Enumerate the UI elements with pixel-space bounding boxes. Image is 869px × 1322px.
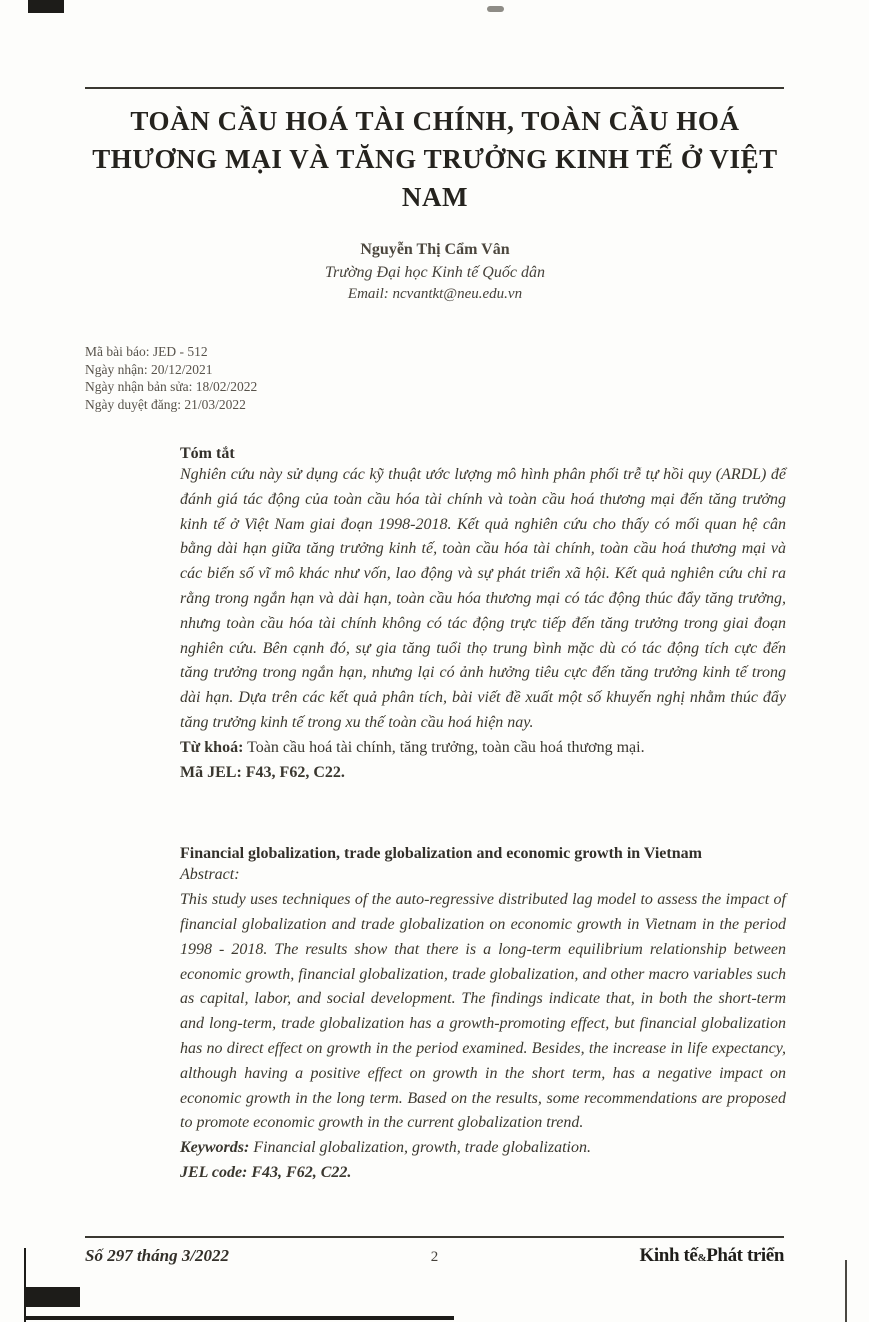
date-received: Ngày nhận: 20/12/2021 bbox=[85, 361, 213, 377]
page-footer bbox=[85, 1236, 784, 1267]
en-abstract-heading: Abstract: bbox=[180, 866, 240, 884]
footer-row bbox=[85, 1245, 784, 1267]
author-affiliation: Trường Đại học Kinh tế Quốc dân bbox=[325, 264, 545, 281]
article-code: Mã bài báo: JED - 512 bbox=[85, 344, 208, 359]
scan-artifact-left-edge bbox=[24, 1248, 26, 1322]
vn-jel-line: Mã JEL: F43, F62, C22. bbox=[180, 763, 345, 781]
en-keywords-label: Keywords: bbox=[180, 1139, 250, 1157]
scan-artifact-right-edge bbox=[845, 1260, 847, 1322]
vn-keywords-line bbox=[180, 736, 786, 761]
en-keywords-text: Financial globalization, growth, trade globalization. bbox=[249, 1139, 591, 1157]
top-rule bbox=[85, 87, 784, 89]
scan-artifact-top-center bbox=[487, 6, 504, 12]
vn-keywords-label: Từ khoá: bbox=[180, 738, 244, 756]
author-email: Email: ncvantkt@neu.edu.vn bbox=[347, 286, 523, 302]
paper-title: TOÀN CẦU HOÁ TÀI CHÍNH, TOÀN CẦU HOÁ THƯƠNG MẠI VÀ TĂNG TRƯỞNG KINH TẾ Ở VIỆT NAM bbox=[92, 106, 778, 212]
date-revised: Ngày nhận bản sửa: 18/02/2022 bbox=[85, 379, 258, 394]
vn-keywords-text: Toàn cầu hoá tài chính, tăng trưởng, toàn cầu hoá thương mại. bbox=[243, 738, 645, 756]
english-abstract-section bbox=[180, 845, 786, 1185]
en-title: Financial globalization, trade globalization and economic growth in Vietnam bbox=[180, 845, 702, 863]
en-keywords-line bbox=[180, 1136, 786, 1161]
journal-logo bbox=[551, 1245, 784, 1267]
journal-logo-right: Phát triển bbox=[706, 1245, 784, 1266]
scan-artifact-bottom-edge bbox=[24, 1316, 454, 1320]
vietnamese-abstract-section bbox=[180, 445, 786, 785]
vn-abstract-text: Nghiên cứu này sử dụng các kỹ thuật ước lượng mô hình phân phối trễ tự hồi quy (ARDL) để đánh giá tác động của toàn cầu hóa tài chính và toàn cầu hoá thương mại đến tăng trưởng kinh tế ở Việt Nam giai đoạn 1998-2018. Kết quả nghiên cứu cho thấy có mối quan hệ cân bằng dài hạn giữa tăng trưởng kinh tế, toàn cầu hóa tài chính, toàn cầu hoá thương mại và các biến số vĩ mô khác như vốn, lao động và sự phát triển xã hội. Kết quả nghiên cứu chỉ ra rằng trong ngắn hạn và dài hạn, toàn cầu hóa thương mại có tác động thúc đẩy tăng trưởng, nhưng toàn cầu hóa tài chính không có tác động trực tiếp đến tăng trưởng trong giai đoạn nghiên cứu. Bên cạnh đó, sự gia tăng tuổi thọ trung bình mặc dù có tác động tích cực đến tăng trưởng trong ngắn hạn, nhưng lại có ảnh hưởng tiêu cực đến tăng trưởng kinh tế trong dài hạn. Dựa trên các kết quả phân tích, bài viết đề xuất một số khuyến nghị nhằm thúc đẩy tăng trưởng kinh tế trong xu thế toàn cầu hoá hiện nay. bbox=[180, 466, 786, 731]
issue-label: Số 297 tháng 3/2022 bbox=[85, 1246, 230, 1265]
vn-abstract-heading: Tóm tắt bbox=[180, 445, 235, 462]
page-number: 2 bbox=[430, 1249, 439, 1265]
en-jel-line: JEL code: F43, F62, C22. bbox=[180, 1163, 352, 1181]
article-metadata bbox=[85, 343, 785, 413]
author-name: Nguyễn Thị Cẩm Vân bbox=[360, 241, 510, 258]
page-content bbox=[85, 102, 785, 1186]
en-abstract-text: This study uses techniques of the auto-regressive distributed lag model to assess the impact of financial globalization and trade globalization on economic growth in Vietnam in the period 1998 - 2018. The results show that there is a long-term equilibrium relationship between economic growth, financial globalization, trade globalization, and other macro variables such as capital, labor, and social development. The findings indicate that, in both the short-term and long-term, trade globalization has a growth-promoting effect, but financial globalization has no direct effect on growth in the period examined. Besides, the increase in life expectancy, although having a positive effect on growth in the short term, has a negative impact on economic growth in the long term. Based on the results, some recommendations are proposed to promote economic growth in the current globalization trend. bbox=[180, 891, 786, 1132]
journal-logo-left: Kinh tế bbox=[639, 1245, 698, 1266]
journal-logo-ampersand: & bbox=[697, 1252, 707, 1264]
scan-artifact-top-left bbox=[28, 0, 64, 13]
date-accepted: Ngày duyệt đăng: 21/03/2022 bbox=[85, 396, 246, 412]
scan-artifact-bottom-left bbox=[24, 1287, 80, 1307]
